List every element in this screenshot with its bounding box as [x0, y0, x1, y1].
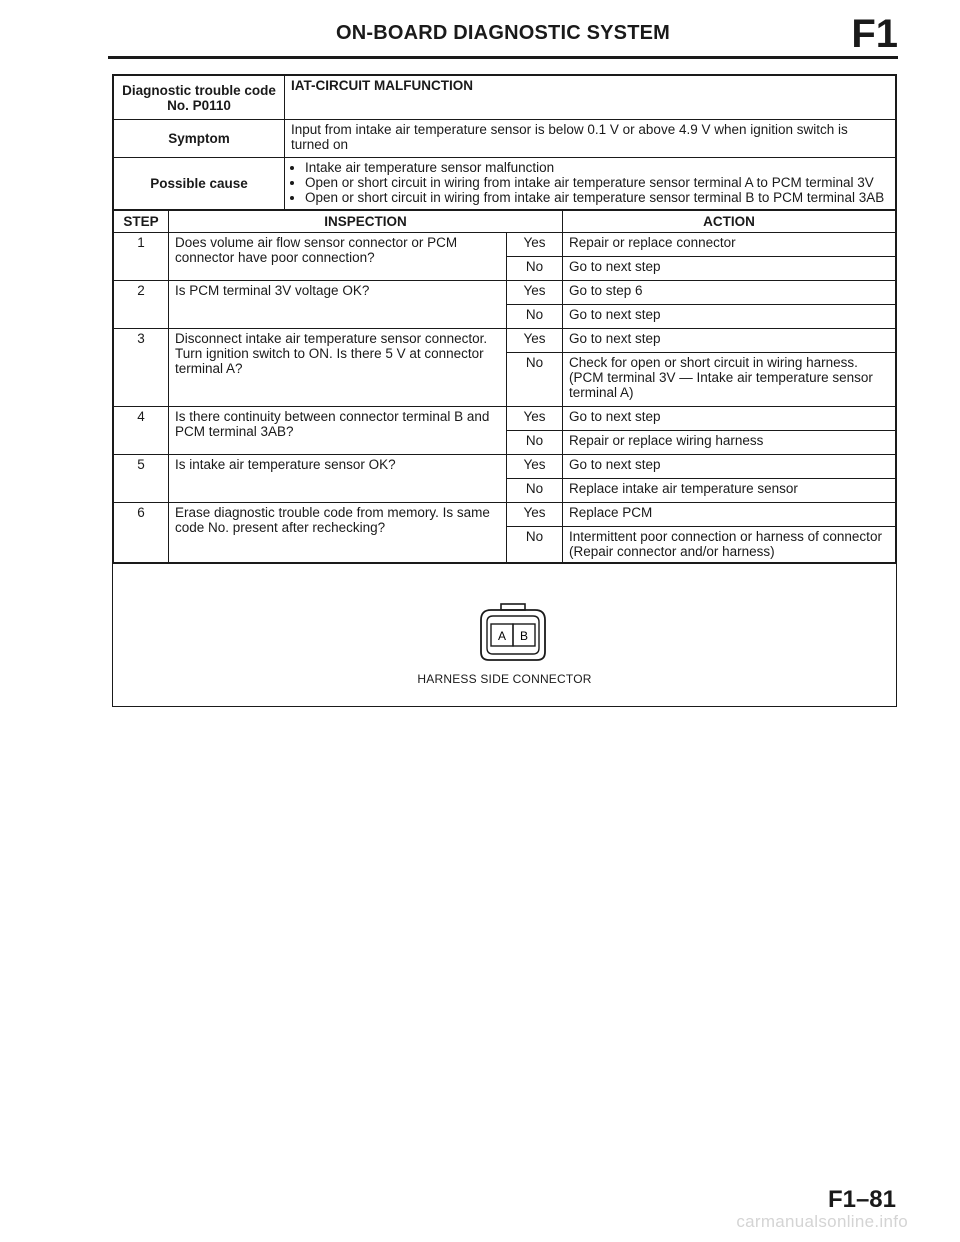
- yes-label: Yes: [507, 503, 563, 527]
- connector-latch: [501, 604, 525, 610]
- page-number: F1–81: [827, 1186, 896, 1213]
- harness-connector-diagram: [477, 602, 549, 666]
- connector-figure: [113, 563, 896, 706]
- symptom-label: Symptom: [114, 120, 285, 158]
- inspection-steps-table: [113, 210, 896, 563]
- figure-caption: HARNESS SIDE CONNECTOR: [417, 672, 592, 686]
- inspection-text: Is PCM terminal 3V voltage OK?: [169, 281, 507, 329]
- step-row: [114, 503, 896, 527]
- inspection-text: Disconnect intake air temperature sensor connector. Turn ignition switch to ON. Is there 5 V at connector terminal A?: [169, 329, 507, 407]
- step-row: [114, 329, 896, 353]
- no-action: Repair or replace wiring harness: [563, 431, 896, 455]
- yes-action: Go to next step: [563, 329, 896, 353]
- section-code: F1: [851, 12, 898, 56]
- step-number: 6: [114, 503, 169, 563]
- no-action: Check for open or short circuit in wiring harness. (PCM terminal 3V — Intake air temperature sensor terminal A): [563, 353, 896, 407]
- yes-action: Go to next step: [563, 455, 896, 479]
- no-action: Go to next step: [563, 305, 896, 329]
- inspection-text: Erase diagnostic trouble code from memory. Is same code No. present after rechecking?: [169, 503, 507, 563]
- no-action: Intermittent poor connection or harness of connector (Repair connector and/or harness): [563, 527, 896, 563]
- dtc-info-table: [113, 75, 896, 210]
- step-number: 3: [114, 329, 169, 407]
- yes-action: Go to step 6: [563, 281, 896, 305]
- no-label: No: [507, 479, 563, 503]
- step-row: [114, 407, 896, 431]
- no-action: Replace intake air temperature sensor: [563, 479, 896, 503]
- cause-label: Possible cause: [114, 158, 285, 210]
- no-label: No: [507, 353, 563, 407]
- yes-action: Go to next step: [563, 407, 896, 431]
- yes-label: Yes: [507, 455, 563, 479]
- page-title: ON-BOARD DIAGNOSTIC SYSTEM: [335, 22, 671, 44]
- terminal-b-label: B: [519, 629, 529, 643]
- dtc-label: Diagnostic trouble code No. P0110: [114, 76, 285, 120]
- watermark-text: carmanualsonline.info: [736, 1212, 908, 1231]
- yes-label: Yes: [507, 407, 563, 431]
- page-header: [108, 12, 898, 59]
- header-inspection: INSPECTION: [169, 211, 563, 233]
- yes-label: Yes: [507, 281, 563, 305]
- step-number: 5: [114, 455, 169, 503]
- no-action: Go to next step: [563, 257, 896, 281]
- step-number: 4: [114, 407, 169, 455]
- no-label: No: [507, 527, 563, 563]
- yes-label: Yes: [507, 233, 563, 257]
- no-label: No: [507, 257, 563, 281]
- header-action: ACTION: [563, 211, 896, 233]
- inspection-text: Is intake air temperature sensor OK?: [169, 455, 507, 503]
- header-step: STEP: [114, 211, 169, 233]
- cause-list-cell: [285, 158, 896, 210]
- cause-item: • Open or short circuit in wiring from intake air temperature sensor terminal B to PCM terminal 3AB: [305, 190, 889, 205]
- yes-action: Replace PCM: [563, 503, 896, 527]
- cause-item: • Intake air temperature sensor malfunction: [305, 160, 889, 175]
- cause-item: • Open or short circuit in wiring from intake air temperature sensor terminal A to PCM terminal 3V: [305, 175, 889, 190]
- terminal-a-label: A: [497, 629, 507, 643]
- yes-action: Repair or replace connector: [563, 233, 896, 257]
- step-row: [114, 281, 896, 305]
- step-number: 2: [114, 281, 169, 329]
- symptom-value: Input from intake air temperature sensor is below 0.1 V or above 4.9 V when ignition switch is turned on: [285, 120, 896, 158]
- step-row: [114, 455, 896, 479]
- dtc-value: IAT-CIRCUIT MALFUNCTION: [285, 76, 896, 120]
- inspection-text: Is there continuity between connector terminal B and PCM terminal 3AB?: [169, 407, 507, 455]
- yes-label: Yes: [507, 329, 563, 353]
- no-label: No: [507, 431, 563, 455]
- diagnostic-sheet: [112, 74, 897, 707]
- no-label: No: [507, 305, 563, 329]
- cause-list: [291, 160, 889, 205]
- step-number: 1: [114, 233, 169, 281]
- step-row: [114, 233, 896, 257]
- inspection-text: Does volume air flow sensor connector or PCM connector have poor connection?: [169, 233, 507, 281]
